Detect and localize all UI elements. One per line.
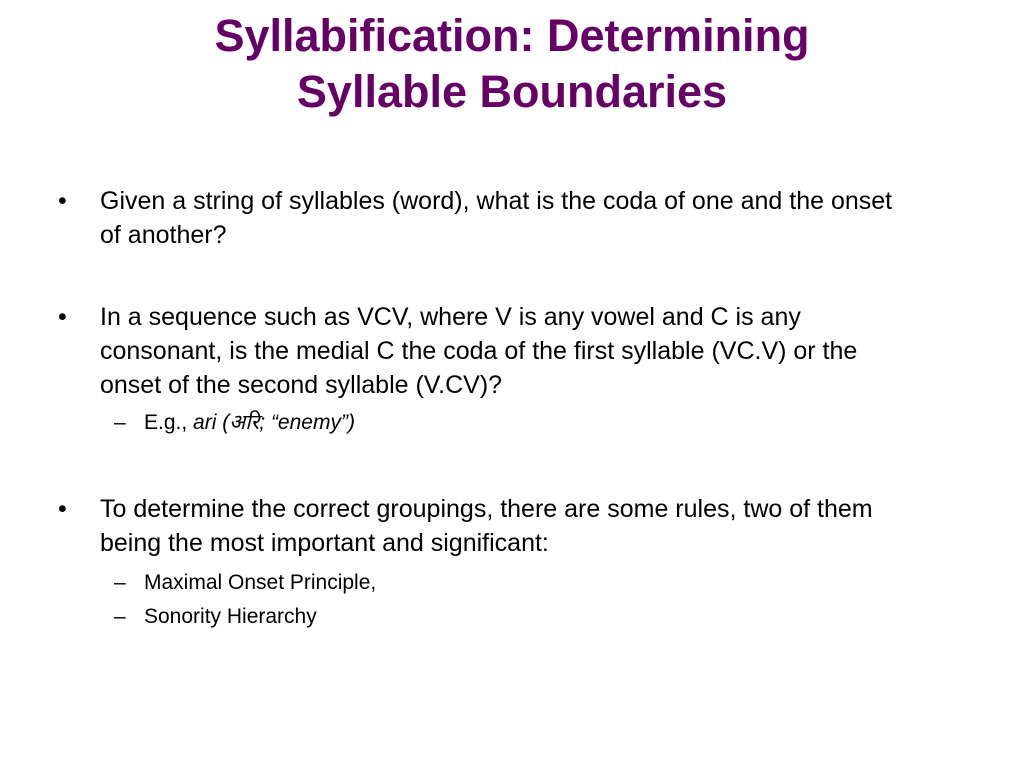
- bullet-marker: •: [58, 495, 67, 523]
- bullet-text: In a sequence such as VCV, where V is any vowel and C is any consonant, is the medial C the coda of the first syllable (VC.V) or the onset of the second syllable (V.CV)?: [100, 303, 858, 399]
- sub-bullet-text: Maximal Onset Principle,: [144, 571, 377, 594]
- sub-bullet-item: [100, 566, 908, 600]
- bullet-text: To determine the correct groupings, there are some rules, two of them being the most important and significant:: [100, 495, 873, 557]
- sub-bullet-text: Sonority Hierarchy: [144, 605, 317, 628]
- bullet-item: [58, 492, 908, 634]
- slide-title: [0, 8, 1024, 120]
- sub-bullet-item: [100, 600, 908, 634]
- example-word: ari (अरि; “enemy”): [193, 411, 355, 434]
- bullet-item: [58, 184, 908, 252]
- example-prefix: E.g.,: [144, 411, 194, 434]
- bullet-list: [58, 184, 908, 634]
- title-line-1: Syllabification: Determining: [214, 10, 810, 61]
- bullet-marker: •: [58, 303, 67, 331]
- sub-bullet-list: [100, 406, 908, 440]
- sub-bullet-item: [100, 406, 908, 440]
- title-line-2: Syllable Boundaries: [296, 66, 728, 117]
- sub-bullet-marker: –: [114, 571, 126, 594]
- bullet-marker: •: [58, 187, 67, 215]
- sub-bullet-list: [100, 566, 908, 634]
- sub-bullet-marker: –: [114, 411, 126, 434]
- bullet-item: [58, 300, 908, 440]
- bullet-text: Given a string of syllables (word), what is the coda of one and the onset of another?: [100, 187, 893, 249]
- sub-bullet-marker: –: [114, 605, 126, 628]
